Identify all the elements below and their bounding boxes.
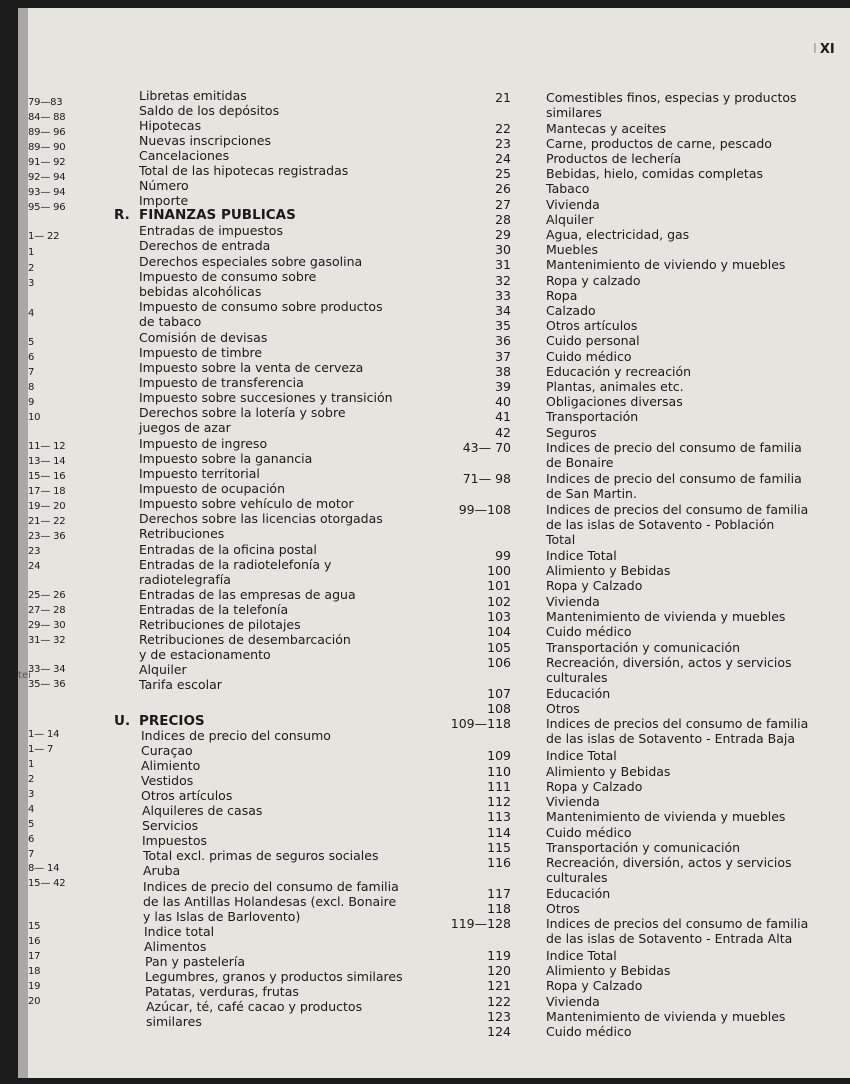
- index-entry: Vestidos: [141, 773, 194, 788]
- table-number: 34: [495, 303, 511, 318]
- section-range-number: 17: [28, 951, 41, 962]
- index-entry-right: Vivienda: [546, 994, 600, 1009]
- index-entry-right: Vivienda: [546, 197, 600, 212]
- index-entry-right: Recreación, diversión, actos y servicios: [546, 655, 792, 670]
- index-entry: Saldo de los depósitos: [139, 103, 280, 118]
- index-entry-right: Cuido personal: [546, 333, 640, 348]
- section-range-number: 17— 18: [28, 486, 66, 497]
- index-entry: Total excl. primas de seguros sociales: [143, 848, 379, 863]
- section-range-number: 5: [28, 337, 35, 348]
- table-number: 106: [487, 655, 511, 670]
- index-entry: Hipotecas: [139, 118, 202, 133]
- table-number: 109—118: [450, 716, 511, 731]
- index-entry-right: Ropa y Calzado: [546, 978, 643, 993]
- table-number: 101: [487, 578, 511, 593]
- index-entry-right: Educación: [546, 686, 611, 701]
- section-range-number: 3: [28, 789, 35, 800]
- table-number: 99—108: [458, 502, 511, 517]
- table-number: 123: [487, 1009, 511, 1024]
- section-range-number: 21— 22: [28, 516, 66, 527]
- table-number: 71— 98: [462, 471, 511, 486]
- section-range-number: 91— 92: [28, 157, 66, 168]
- table-number: 26: [495, 181, 511, 196]
- section-range-number: 18: [28, 966, 41, 977]
- section-range-number: 33— 34: [28, 664, 66, 675]
- section-range-number: 2: [28, 263, 35, 274]
- table-number: 22: [495, 121, 511, 136]
- margin-note: tei: [18, 670, 31, 681]
- index-entry-right: Vivienda: [546, 794, 600, 809]
- index-entry: Entradas de la radiotelefonía y: [139, 557, 332, 572]
- index-entry-right: Transportación y comunicación: [546, 640, 741, 655]
- index-entry: Indices de precio del consumo: [141, 728, 331, 743]
- section-range-number: 89— 96: [28, 127, 66, 138]
- index-entry: Servicios: [142, 818, 199, 833]
- table-number: 32: [495, 273, 511, 288]
- section-range-number: 1: [28, 247, 35, 258]
- index-entry: Legumbres, granos y productos similares: [145, 969, 403, 984]
- table-number: 113: [487, 809, 511, 824]
- page-number-text: XI: [819, 42, 835, 57]
- section-range-number: 24: [28, 561, 41, 572]
- index-entry-right: de las islas de Sotavento - Población: [546, 517, 775, 532]
- index-entry-right: Ropa y Calzado: [546, 578, 643, 593]
- section-range-number: 11— 12: [28, 441, 66, 452]
- index-entry: Retribuciones de desembarcación: [139, 632, 351, 647]
- section-range-number: 89— 90: [28, 142, 66, 153]
- index-entry: Tarifa escolar: [139, 677, 222, 692]
- section-range-number: 7: [28, 849, 35, 860]
- index-entry: Impuesto sobre vehículo de motor: [139, 496, 354, 511]
- section-range-number: 23— 36: [28, 531, 66, 542]
- index-entry: Alquileres de casas: [142, 803, 263, 818]
- table-number: 21: [495, 90, 511, 105]
- index-entry: Entradas de las empresas de agua: [139, 587, 356, 602]
- index-entry-right: Mantenimiento de vivienda y muebles: [546, 1009, 786, 1024]
- index-entry-right: Indices de precios del consumo de familia: [546, 916, 809, 931]
- index-entry: similares: [146, 1014, 202, 1029]
- index-entry: radiotelegrafía: [139, 572, 231, 587]
- table-number: 115: [487, 840, 511, 855]
- table-number: 105: [487, 640, 511, 655]
- index-entry-right: Educación: [546, 886, 611, 901]
- index-entry-right: Otros: [546, 901, 580, 916]
- index-entry: Impuesto sobre succesiones y transición: [139, 390, 393, 405]
- index-entry-right: Bebidas, hielo, comidas completas: [546, 166, 763, 181]
- section-range-number: 3: [28, 278, 35, 289]
- index-entry: Impuesto de ocupación: [139, 481, 285, 496]
- section-range-number: 35— 36: [28, 679, 66, 690]
- index-entry: Impuesto de ingreso: [139, 436, 268, 451]
- index-entry-right: Cuido médico: [546, 825, 632, 840]
- section-range-number: 23: [28, 546, 41, 557]
- section-range-number: 31— 32: [28, 635, 66, 646]
- index-entry-right: Indice Total: [546, 748, 617, 763]
- table-number: 122: [487, 994, 511, 1009]
- index-entry: Comisión de devisas: [139, 330, 268, 345]
- section-range-number: 1— 22: [28, 231, 60, 242]
- table-number: 118: [487, 901, 511, 916]
- index-entry-right: Otros artículos: [546, 318, 638, 333]
- table-number: 25: [495, 166, 511, 181]
- section-range-number: 1— 7: [28, 744, 54, 755]
- section-letter: R.: [114, 207, 130, 223]
- index-entry: Total de las hipotecas registradas: [139, 163, 349, 178]
- section-title: PRECIOS: [139, 713, 205, 729]
- index-entry: Indice total: [144, 924, 215, 939]
- table-number: 24: [495, 151, 511, 166]
- index-entry: Importe: [139, 193, 189, 208]
- index-entry: Entradas de la oficina postal: [139, 542, 317, 557]
- index-entry: Impuesto de consumo sobre productos: [139, 299, 383, 314]
- table-number: 121: [487, 978, 511, 993]
- index-entry: bebidas alcohólicas: [139, 284, 262, 299]
- table-number: 99: [495, 548, 511, 563]
- index-entry: Impuesto de timbre: [139, 345, 263, 360]
- index-entry: Alimentos: [144, 939, 207, 954]
- section-range-number: 84— 88: [28, 112, 66, 123]
- index-entry-right: Comestibles finos, especias y productos: [546, 90, 797, 105]
- section-range-number: 20: [28, 996, 41, 1007]
- table-number: 42: [495, 425, 511, 440]
- index-entry-right: Transportación y comunicación: [546, 840, 741, 855]
- table-number: 35: [495, 318, 511, 333]
- index-entry: Entradas de la telefonía: [139, 602, 289, 617]
- table-number: 120: [487, 963, 511, 978]
- index-entry: Número: [139, 178, 189, 193]
- index-entry: Impuesto de transferencia: [139, 375, 304, 390]
- index-entry-right: similares: [546, 105, 602, 120]
- index-entry: Entradas de impuestos: [139, 223, 283, 238]
- index-entry-right: Cuido médico: [546, 349, 632, 364]
- table-number: 27: [495, 197, 511, 212]
- section-range-number: 19: [28, 981, 41, 992]
- section-range-number: 92— 94: [28, 172, 66, 183]
- index-entry-right: Mantenimiento de vivienda y muebles: [546, 809, 786, 824]
- section-range-number: 9: [28, 397, 35, 408]
- index-entry: de tabaco: [139, 314, 202, 329]
- section-range-number: 2: [28, 774, 35, 785]
- index-entry: Patatas, verduras, frutas: [145, 984, 299, 999]
- index-entry: Alimiento: [141, 758, 201, 773]
- table-number: 33: [495, 288, 511, 303]
- table-number: 41: [495, 409, 511, 424]
- table-number: 29: [495, 227, 511, 242]
- index-entry: Alquiler: [139, 662, 187, 677]
- table-number: 119: [487, 948, 511, 963]
- index-entry-right: de San Martin.: [546, 486, 637, 501]
- index-entry-right: Agua, electricidad, gas: [546, 227, 690, 242]
- index-entry-right: de las islas de Sotavento - Entrada Alta: [546, 931, 793, 946]
- table-number: 117: [487, 886, 511, 901]
- section-range-number: 4: [28, 804, 35, 815]
- index-entry-right: Seguros: [546, 425, 597, 440]
- table-number: 107: [487, 686, 511, 701]
- section-range-number: 1: [28, 759, 35, 770]
- section-range-number: 15: [28, 921, 41, 932]
- index-entry: Azúcar, té, café cacao y productos: [146, 999, 363, 1014]
- index-entry-right: Indices de precios del consumo de familia: [546, 716, 809, 731]
- index-entry-right: Muebles: [546, 242, 599, 257]
- index-entry-right: Productos de lechería: [546, 151, 682, 166]
- table-number: 111: [487, 779, 511, 794]
- section-range-number: 19— 20: [28, 501, 66, 512]
- index-entry-right: Transportación: [546, 409, 639, 424]
- section-range-number: 29— 30: [28, 620, 66, 631]
- section-range-number: 15— 16: [28, 471, 66, 482]
- index-entry-right: Ropa y Calzado: [546, 779, 643, 794]
- section-range-number: 6: [28, 352, 35, 363]
- index-entry-right: Carne, productos de carne, pescado: [546, 136, 772, 151]
- index-entry: Impuestos: [142, 833, 207, 848]
- table-number: 108: [487, 701, 511, 716]
- index-page: [18, 8, 850, 1078]
- index-entry: Retribuciones de pilotajes: [139, 617, 301, 632]
- index-entry-right: Plantas, animales etc.: [546, 379, 684, 394]
- index-entry-right: Mantecas y aceites: [546, 121, 667, 136]
- index-entry-right: Indice Total: [546, 548, 617, 563]
- section-range-number: 27— 28: [28, 605, 66, 616]
- section-range-number: 25— 26: [28, 590, 66, 601]
- table-number: 100: [487, 563, 511, 578]
- section-range-number: 95— 96: [28, 202, 66, 213]
- table-number: 23: [495, 136, 511, 151]
- index-entry: Derechos sobre la lotería y sobre: [139, 405, 346, 420]
- table-number: 38: [495, 364, 511, 379]
- index-entry-right: Alquiler: [546, 212, 594, 227]
- section-range-number: 6: [28, 834, 35, 845]
- table-number: 39: [495, 379, 511, 394]
- index-entry-right: Indices de precios del consumo de familia: [546, 502, 809, 517]
- section-range-number: 79—83: [28, 97, 63, 108]
- section-range-number: 13— 14: [28, 456, 66, 467]
- index-entry-right: Mantenimiento de viviendo y muebles: [546, 257, 786, 272]
- index-entry-right: Vivienda: [546, 594, 600, 609]
- table-number: 114: [487, 825, 511, 840]
- section-range-number: 93— 94: [28, 187, 66, 198]
- index-entry: y de estacionamento: [139, 647, 271, 662]
- index-entry: Impuesto territorial: [139, 466, 260, 481]
- table-number: 36: [495, 333, 511, 348]
- index-entry: Aruba: [143, 863, 181, 878]
- index-entry-right: Indices de precio del consumo de familia: [546, 471, 802, 486]
- index-entry: Derechos sobre las licencias otorgadas: [139, 511, 383, 526]
- table-number: 37: [495, 349, 511, 364]
- section-range-number: 7: [28, 367, 35, 378]
- index-entry-right: Cuido médico: [546, 624, 632, 639]
- index-entry: Derechos de entrada: [139, 238, 271, 253]
- index-entry-right: Recreación, diversión, actos y servicios: [546, 855, 792, 870]
- index-entry: Retribuciones: [139, 526, 225, 541]
- page-number-bleed: I: [813, 42, 817, 57]
- index-entry: Curaçao: [141, 743, 193, 758]
- book-gutter: [18, 8, 28, 1078]
- index-entry-right: Educación y recreación: [546, 364, 692, 379]
- index-entry: Pan y pastelería: [145, 954, 246, 969]
- index-entry-right: Total: [546, 532, 576, 547]
- section-title: FINANZAS PUBLICAS: [139, 207, 296, 223]
- index-entry: Impuesto sobre la ganancia: [139, 451, 313, 466]
- section-range-number: 5: [28, 819, 35, 830]
- index-entry: de las Antillas Holandesas (excl. Bonaire: [143, 894, 397, 909]
- index-entry-right: Indice Total: [546, 948, 617, 963]
- table-number: 28: [495, 212, 511, 227]
- index-entry-right: Ropa: [546, 288, 578, 303]
- index-entry: Impuesto de consumo sobre: [139, 269, 317, 284]
- table-number: 31: [495, 257, 511, 272]
- table-number: 103: [487, 609, 511, 624]
- index-entry: Derechos especiales sobre gasolina: [139, 254, 363, 269]
- section-range-number: 4: [28, 308, 35, 319]
- section-range-number: 1— 14: [28, 729, 60, 740]
- section-range-number: 16: [28, 936, 41, 947]
- section-letter: U.: [114, 713, 131, 729]
- table-number: 102: [487, 594, 511, 609]
- index-entry-right: Mantenimiento de vivienda y muebles: [546, 609, 786, 624]
- table-number: 110: [487, 764, 511, 779]
- index-entry-right: de las islas de Sotavento - Entrada Baja: [546, 731, 796, 746]
- index-entry: y las Islas de Barlovento): [143, 909, 301, 924]
- index-entry: Indices de precio del consumo de familia: [143, 879, 399, 894]
- index-entry-right: culturales: [546, 870, 608, 885]
- section-range-number: 15— 42: [28, 878, 66, 889]
- index-entry: juegos de azar: [139, 420, 231, 435]
- section-range-number: 8: [28, 382, 35, 393]
- table-number: 104: [487, 624, 511, 639]
- index-entry-right: Alimiento y Bebidas: [546, 764, 671, 779]
- table-number: 116: [487, 855, 511, 870]
- table-number: 109: [487, 748, 511, 763]
- table-number: 112: [487, 794, 511, 809]
- section-range-number: 10: [28, 412, 41, 423]
- index-entry-right: Alimiento y Bebidas: [546, 963, 671, 978]
- page-number: [813, 42, 835, 57]
- index-entry-right: Calzado: [546, 303, 596, 318]
- index-entry-right: Ropa y calzado: [546, 273, 641, 288]
- table-number: 43— 70: [462, 440, 511, 455]
- table-number: 124: [487, 1024, 511, 1039]
- table-number: 40: [495, 394, 511, 409]
- table-number: 119—128: [450, 916, 511, 931]
- index-entry-right: Indices de precio del consumo de familia: [546, 440, 802, 455]
- index-entry-right: Cuido médico: [546, 1024, 632, 1039]
- index-entry: Nuevas inscripciones: [139, 133, 271, 148]
- index-entry: Otros artículos: [141, 788, 233, 803]
- index-entry: Libretas emitidas: [139, 88, 247, 103]
- index-entry: Impuesto sobre la venta de cerveza: [139, 360, 364, 375]
- index-entry-right: Tabaco: [546, 181, 590, 196]
- index-entry-right: de Bonaire: [546, 455, 614, 470]
- index-entry-right: Otros: [546, 701, 580, 716]
- index-entry-right: Obligaciones diversas: [546, 394, 683, 409]
- index-entry-right: culturales: [546, 670, 608, 685]
- table-number: 30: [495, 242, 511, 257]
- section-range-number: 8— 14: [28, 863, 60, 874]
- index-entry: Cancelaciones: [139, 148, 230, 163]
- index-entry-right: Alimiento y Bebidas: [546, 563, 671, 578]
